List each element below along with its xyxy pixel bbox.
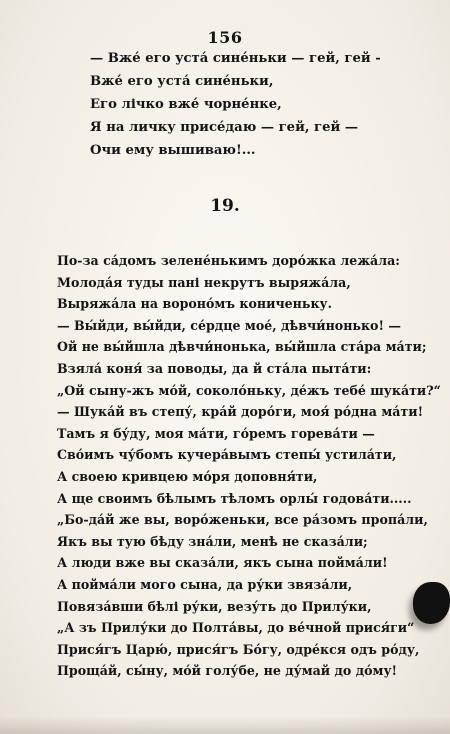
verse-line: „Ой сыну-жъ мо́й, соколо́ньку, де́жъ тебе́ шука́ти?“ [57,382,441,398]
page-number: 156 [207,28,243,47]
song-number: 19. [210,196,240,216]
verse-line: Якъ вы тую бѣду зна́ли, менѣ не сказа́ли; [57,533,368,549]
verse-line: Выряжа́ла на вороно́мъ кониченьку. [57,296,332,312]
verse-line: Молода́я туды пані некрутъ выряжа́ла, [57,274,351,290]
verse-line: Сво́имъ чу́бомъ кучера́вымъ степы́ устила́ти, [57,447,397,463]
verse-line: — Вже́ его уста́ сине́ньки — гей, гей - [90,51,381,66]
verse-line: А своею кривцею мо́ря доповня́ти, [57,468,318,484]
verse-line: „А зъ Прилу́ки до Полта́вы, до ве́чной прися́ги“ [57,620,415,636]
verse-line: Взяла́ коня́ за поводы, да й ста́ла пыта́ти: [57,360,372,376]
verse-line: Очи ему вышиваю!... [90,143,256,158]
top-verse [90,47,381,162]
verse-line: Его лічко вже́ чорне́нке, [90,97,282,112]
verse-line: Тамъ я бу́ду, моя ма́ти, го́ремъ горева́ти — [57,425,375,441]
song-verse [57,250,441,682]
verse-line: — Вы́йди, вы́йди, се́рдце мое́, дѣвчи́нонько! — [57,317,401,333]
ink-blot [413,582,450,624]
verse-line: Я на личку присе́даю — гей, гей — [90,120,359,135]
verse-line: Повяза́вши бѣлі ру́ки, везу́ть до Прилу́ки, [57,598,372,614]
verse-line: А пойма́ли мого сына, да ру́ки звяза́ли, [57,576,353,592]
verse-line: Прися́гъ Царю́, прися́гъ Бо́гу, одре́кся одъ ро́ду, [57,641,420,657]
verse-line: Вже́ его уста́ сине́ньки, [90,74,274,89]
verse-line: Проща́й, сы́ну, мо́й голу́бе, не ду́май до до́му! [57,663,398,679]
verse-line: А люди вже вы сказа́ли, якъ сына пойма́ли! [57,555,388,571]
verse-line: По-за са́домъ зелене́нькимъ доро́жка лежа́ла: [57,253,400,268]
verse-line: Ой не вы́йшла дѣвчи́нонька, вы́йшла ста́ра ма́ти; [57,339,427,355]
verse-line: А ще своимъ бѣлымъ тѣломъ орлы́ годова́ти..... [57,490,412,506]
page-edge-shadow [0,716,450,734]
verse-line: — Шука́й въ степу́, кра́й доро́ги, моя́ ро́дна ма́ти! [57,404,424,420]
verse-line: „Бо-да́й же вы, воро́женьки, все ра́зомъ пропа́ли, [57,512,428,528]
